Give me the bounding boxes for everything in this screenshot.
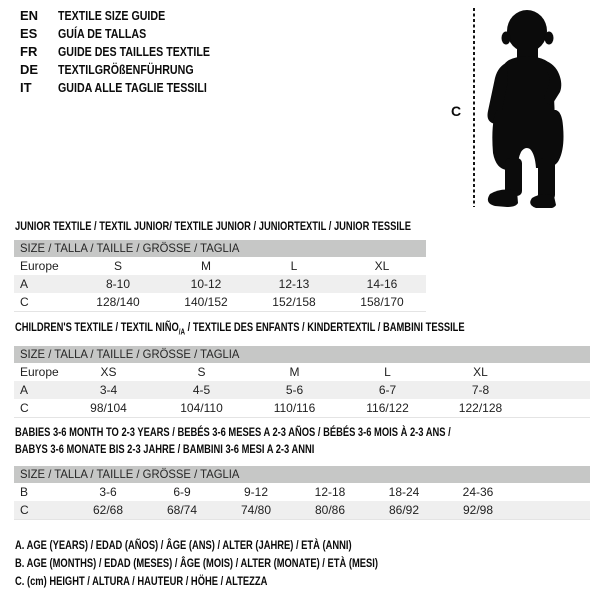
babies-size-table — [14, 483, 590, 519]
size-table-header-text: SIZE / TALLA / TAILLE / GRÖSSE / TAGLIA — [20, 467, 240, 481]
language-code: IT — [20, 80, 32, 95]
language-code: FR — [20, 44, 38, 59]
footnote-line-a: A. AGE (YEARS) / EDAD (AÑOS) / ÂGE (ANS) / ALTER (JAHRE) / ETÀ (ANNI) — [15, 538, 352, 552]
table-row — [14, 275, 426, 293]
size-cell: 5-6 — [285, 383, 304, 397]
size-cell: 14-16 — [366, 277, 398, 291]
size-cell: XL — [473, 365, 488, 379]
size-cell: S — [197, 365, 206, 379]
junior-size-table — [14, 257, 426, 311]
title-subscript: /A — [178, 327, 186, 337]
size-table-header-text: SIZE / TALLA / TAILLE / GRÖSSE / TAGLIA — [20, 347, 240, 361]
section-title-text-line2: BABYS 3-6 MONATE BIS 2-3 JAHRE / BAMBINI 3-6 MESI A 2-3 ANNI — [15, 442, 315, 456]
size-cell: M — [201, 259, 211, 273]
row-label: A — [20, 277, 29, 291]
table-row — [14, 363, 590, 381]
size-cell: 8-10 — [105, 277, 131, 291]
size-cell: L — [290, 259, 298, 273]
table-row — [14, 293, 426, 311]
row-label: C — [20, 401, 29, 415]
language-title: GUIDA ALLE TAGLIE TESSILI — [58, 80, 207, 95]
size-cell: 86/92 — [388, 503, 420, 517]
size-cell: 6-9 — [173, 485, 191, 499]
size-cell: 68/74 — [166, 503, 198, 517]
size-table-header — [14, 466, 590, 483]
size-table-children — [14, 346, 590, 418]
table-row — [14, 381, 590, 399]
size-cell: 7-8 — [471, 383, 490, 397]
toddler-silhouette-icon — [480, 8, 568, 208]
size-cell: L — [384, 365, 391, 379]
size-cell: 3-4 — [99, 383, 118, 397]
row-label: C — [20, 503, 29, 517]
size-cell: 12-18 — [314, 485, 346, 499]
section-title-babies — [15, 424, 574, 458]
spacer-cell — [515, 501, 590, 519]
footnote-list — [15, 536, 480, 590]
spacer-cell — [527, 381, 590, 399]
size-cell: 116/122 — [366, 401, 409, 415]
size-cell: 4-5 — [192, 383, 211, 397]
section-title-text: CHILDREN'S TEXTILE / TEXTIL $NIÑO_{/A}$ / TEXTILE DES ENFANTS / KINDERTEXTIL / BAMBINI TESSILE — [15, 320, 465, 337]
section-title-text: JUNIOR TEXTILE / TEXTIL JUNIOR/ TEXTILE JUNIOR / JUNIORTEXTIL / JUNIOR TESSILE — [15, 219, 411, 233]
size-cell: 62/68 — [92, 503, 124, 517]
size-cell: 80/86 — [314, 503, 346, 517]
language-row — [20, 25, 243, 43]
language-code: EN — [20, 8, 39, 23]
size-cell: 74/80 — [240, 503, 272, 517]
language-row — [20, 79, 243, 97]
size-cell: 140/152 — [184, 295, 228, 309]
table-row — [14, 257, 426, 275]
language-title: TEXTILGRÖßENFÜHRUNG — [58, 62, 194, 77]
size-cell: 6-7 — [378, 383, 397, 397]
language-code: DE — [20, 62, 39, 77]
size-cell: 110/116 — [273, 401, 316, 415]
spacer-cell — [527, 399, 590, 417]
table-row — [14, 483, 590, 501]
footnote-line-b: B. AGE (MONTHS) / EDAD (MESES) / ÂGE (MOIS) / ALTER (MONATE) / ETÀ (MESI) — [15, 556, 378, 570]
language-row — [20, 7, 243, 25]
row-label: B — [20, 485, 29, 499]
size-cell: 104/110 — [180, 401, 223, 415]
section-title-children — [15, 320, 591, 339]
size-cell: 9-12 — [243, 485, 269, 499]
size-cell: 98/104 — [90, 401, 127, 415]
row-label: Europe — [20, 365, 59, 379]
height-marker-label: C — [451, 103, 462, 119]
size-cell: 92/98 — [462, 503, 494, 517]
language-title: GUIDE DES TAILLES TEXTILE — [58, 44, 211, 59]
size-cell: 3-6 — [99, 485, 117, 499]
section-title-junior — [15, 219, 523, 234]
spacer-cell — [515, 483, 590, 501]
size-cell: 122/128 — [458, 401, 503, 415]
size-cell: 128/140 — [96, 295, 140, 309]
language-title-list — [20, 7, 243, 97]
table-row — [14, 501, 590, 519]
row-label: C — [20, 295, 29, 309]
size-table-junior — [14, 240, 426, 312]
row-label: A — [20, 383, 29, 397]
language-title: TEXTILE SIZE GUIDE — [58, 8, 166, 23]
size-table-header — [14, 240, 426, 257]
size-cell: XL — [374, 259, 390, 273]
table-row — [14, 399, 590, 417]
size-cell: 158/170 — [360, 295, 404, 309]
size-cell: M — [289, 365, 300, 379]
size-cell: 152/158 — [272, 295, 316, 309]
size-table-header — [14, 346, 590, 363]
size-cell: 10-12 — [190, 277, 222, 291]
section-title-text-line1: BABIES 3-6 MONTH TO 2-3 YEARS / BEBÉS 3-6 MESES A 2-3 AÑOS / BÉBÉS 3-6 MOIS À 2-3 ANS / — [15, 425, 451, 439]
language-code: ES — [20, 26, 38, 41]
spacer-cell — [527, 363, 590, 381]
footnote-line-c: C. (cm) HEIGHT / ALTURA / HAUTEUR / HÖHE / ALTEZZA — [15, 574, 268, 588]
size-cell: 12-13 — [278, 277, 310, 291]
size-cell: 24-36 — [462, 485, 494, 499]
size-cell: 18-24 — [388, 485, 420, 499]
size-table-babies — [14, 466, 590, 520]
row-label: Europe — [20, 259, 59, 273]
language-row — [20, 61, 243, 79]
children-size-table — [14, 363, 590, 417]
height-dashed-line — [473, 8, 475, 207]
size-cell: XS — [100, 365, 117, 379]
language-title: GUÍA DE TALLAS — [58, 26, 147, 41]
size-cell: S — [113, 259, 122, 273]
language-row — [20, 43, 243, 61]
size-table-header-text: SIZE / TALLA / TAILLE / GRÖSSE / TAGLIA — [20, 241, 240, 255]
